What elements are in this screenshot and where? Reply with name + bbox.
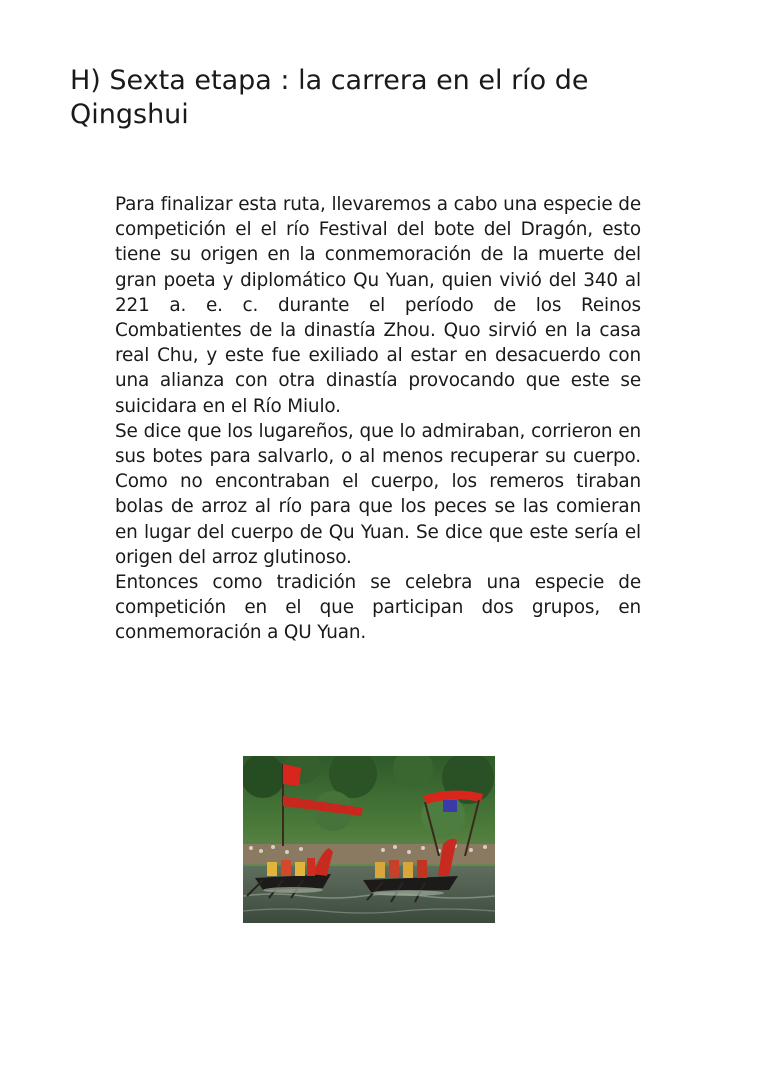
spectator-crowd xyxy=(243,844,495,864)
paragraph-origin: Para finalizar esta ruta, llevaremos a cabo una especie de competición el el río Festival del bote del Dragón, esto tiene su origen en la conmemoración de la muerte del gran poeta y diplomático Qu Yuan, quien vivió del 340 al 221 a. e. c. durante el período de los Reinos Combatientes de la dinastía Zhou. Quo sirvió en la casa real Chu, y este fue exiliado al estar en desacuerdo con una alianza con otra dinastía provocando que este se suicidara en el Río Miulo. xyxy=(115,194,641,417)
dragon-boat-race-photo xyxy=(243,756,495,923)
paragraph-legend: Se dice que los lugareños, que lo admiraban, corrieron en sus botes para salvarlo, o al menos recuperar su cuerpo. Como no encontraban el cuerpo, los remeros tiraban bolas de arroz al río para que los peces se las comieran en lugar del cuerpo de Qu Yuan. Se dice que este sería el origen del arroz glutinoso. xyxy=(115,420,641,568)
section-title: H) Sexta etapa : la carrera en el río de Qingshui xyxy=(70,65,589,130)
paragraph-tradition: Entonces como tradición se celebra una especie de competición en el que participan dos grupos, en conmemoración a QU Yuan. xyxy=(115,572,641,644)
body-text xyxy=(115,192,641,646)
